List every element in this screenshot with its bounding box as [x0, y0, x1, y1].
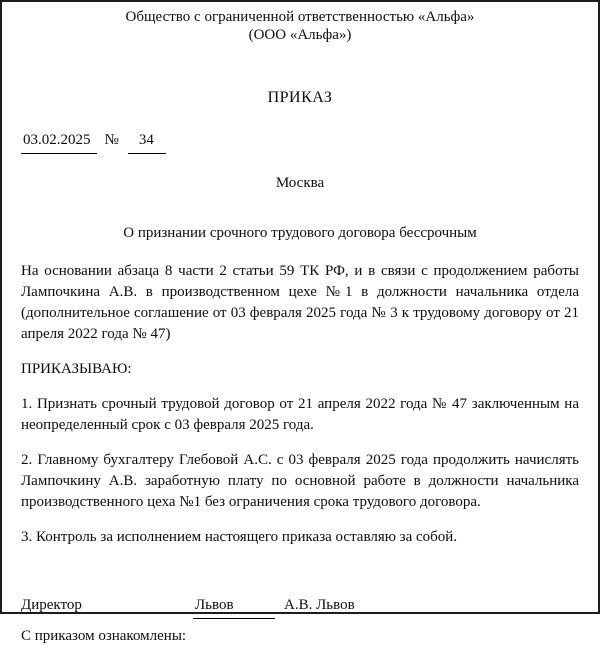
signature-position-title: Директор [21, 597, 82, 613]
order-item-3: 3. Контроль за исполнением настоящего приказа оставляю за собой. [21, 529, 458, 545]
preamble-paragraph: На основании абзаца 8 части 2 статьи 59 ТК РФ, и в связи с продолжением работы Лампочкина А.В. в производственном цехе №1 в должности начальника отдела (дополнительное соглашение от 03 февраля 2025 года № 3 к трудовому договору от 21 апреля 2022 года № 47) [21, 263, 579, 342]
document-type-title: ПРИКАЗ [267, 89, 333, 106]
subject-line: О признании срочного трудового договора бессрочным [123, 225, 477, 241]
city-line: Москва [275, 175, 325, 191]
org-name-full: Общество с ограниченной ответственностью «Альфа» [125, 9, 475, 25]
signature-full-name: А.В. Львов [284, 597, 355, 613]
order-item-1: 1. Признать срочный трудовой договор от 21 апреля 2022 года № 47 заключенным на неопределенный срок с 03 февраля 2025 года. [21, 396, 579, 433]
order-item-2: 2. Главному бухгалтеру Глебовой А.С. с 03 февраля 2025 года продолжить начислять Лампочкину А.В. заработную плату по основной работе в должности начальника производственного цеха №1 без ограничения срока трудового договора. [21, 452, 579, 510]
date-number-line [21, 132, 579, 154]
org-name-short: (ООО «Альфа») [248, 27, 352, 43]
order-date: 03.02.2025 [21, 132, 97, 154]
signature-handwriting: Львов [193, 597, 275, 619]
signature-row [21, 597, 579, 619]
acknowledgement-line: С приказом ознакомлены: [21, 628, 187, 644]
order-number: 34 [128, 132, 166, 154]
number-sign: № [104, 132, 119, 148]
order-word: ПРИКАЗЫВАЮ: [21, 361, 132, 377]
